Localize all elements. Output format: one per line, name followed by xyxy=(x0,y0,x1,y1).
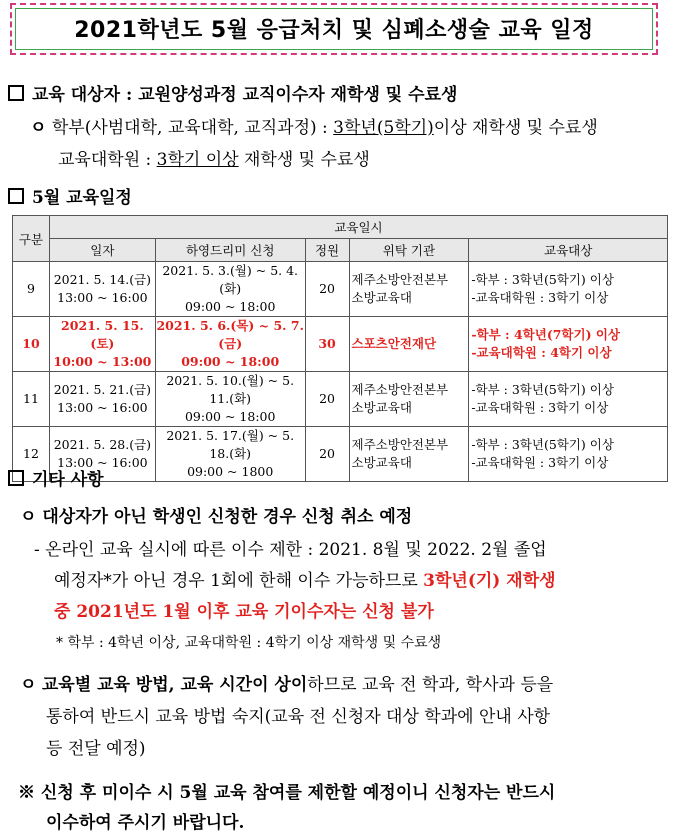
table-row-highlight: 10 2021. 5. 15.(토) 10:00 ~ 13:00 2021. 5. 6.(목) ~ 5. 7.(금) 09:00 ~ 18:00 30 스포츠안전재단 -학부 : 4학년(7학기) 이상 -교육대학원 : 4학기 이상 xyxy=(13,317,668,372)
square-bullet-icon xyxy=(8,470,24,486)
table-row: 12 2021. 5. 28.(금) 13:00 ~ 16:00 2021. 5. 17.(월) ~ 5. 18.(화) 09:00 ~ 1800 20 제주소방안전본부 소방교육대 -학부 : 3학년(5학기) 이상 -교육대학원 : 3학기 이상 xyxy=(13,427,668,482)
circle-bullet-icon: ㅇ xyxy=(20,675,37,695)
table-row: 11 2021. 5. 21.(금) 13:00 ~ 16:00 2021. 5. 10.(월) ~ 5. 11.(화) 09:00 ~ 18:00 20 제주소방안전본부 소방교육대 -학부 : 3학년(5학기) 이상 -교육대학원 : 3학기 이상 xyxy=(13,372,668,427)
target-line-grad: 교육대학원 : 3학기 이상 재학생 및 수료생 xyxy=(58,150,370,170)
schedule-heading: 5월 교육일정 xyxy=(8,183,132,208)
schedule-table xyxy=(12,215,668,482)
notice-line-1: ※ 신청 후 미이수 시 5월 교육 참여를 제한할 예정이니 신청자는 반드시 xyxy=(18,783,556,803)
header-capacity: 정원 xyxy=(305,239,349,262)
header-apply: 하영드리미 신청 xyxy=(155,239,305,262)
other-item-1: ㅇ 대상자가 아닌 학생인 신청한 경우 신청 취소 예정 xyxy=(20,507,413,527)
target-heading: 교육 대상자 : 교원양성과정 교직이수자 재학생 및 수료생 xyxy=(8,80,457,105)
target-line-undergrad: ㅇ 학부(사범대학, 교육대학, 교직과정) : 3학년(5학기)이상 재학생 및 수료생 xyxy=(30,118,598,138)
header-span: 교육일시 xyxy=(49,216,667,239)
title-frame xyxy=(10,3,658,55)
header-group: 구분 xyxy=(13,216,50,262)
other-item-2-line2: 통하여 반드시 교육 방법 숙지(교육 전 신청자 대상 학과에 안내 사항 xyxy=(46,707,551,727)
other-item-2-line3: 등 전달 예정) xyxy=(46,739,146,759)
header-date: 일자 xyxy=(49,239,155,262)
other-item-1-sub-b: 예정자*가 아닌 경우 1회에 한해 이수 가능하므로 3학년(기) 재학생 xyxy=(54,571,556,591)
other-item-1-note: * 학부 : 4학년 이상, 교육대학원 : 4학기 이상 재학생 및 수료생 xyxy=(56,635,442,651)
page-title: 2021학년도 5월 응급처치 및 심폐소생술 교육 일정 xyxy=(74,18,594,43)
circle-bullet-icon: ㅇ xyxy=(20,507,37,527)
square-bullet-icon xyxy=(8,85,24,101)
other-heading: 기타 사항 xyxy=(8,465,104,490)
header-target: 교육대상 xyxy=(469,239,668,262)
other-item-2: ㅇ 교육별 교육 방법, 교육 시간이 상이하므로 교육 전 학과, 학사과 등을 xyxy=(20,675,554,695)
header-org: 위탁 기관 xyxy=(349,239,469,262)
table-row: 9 2021. 5. 14.(금) 13:00 ~ 16:00 2021. 5. 3.(월) ~ 5. 4.(화) 09:00 ~ 18:00 20 제주소방안전본부 소방교육대 -학부 : 3학년(5학기) 이상 -교육대학원 : 3학기 이상 xyxy=(13,262,668,317)
other-item-1-sub-a: - 온라인 교육 실시에 따른 이수 제한 : 2021. 8월 및 2022. 2월 졸업 xyxy=(34,540,547,560)
notice-line-2: 이수하여 주시기 바랍니다. xyxy=(46,813,245,833)
other-item-1-sub-c: 중 2021년도 1월 이후 교육 기이수자는 신청 불가 xyxy=(54,602,434,622)
circle-bullet-icon: ㅇ xyxy=(30,118,47,138)
square-bullet-icon xyxy=(8,188,24,204)
